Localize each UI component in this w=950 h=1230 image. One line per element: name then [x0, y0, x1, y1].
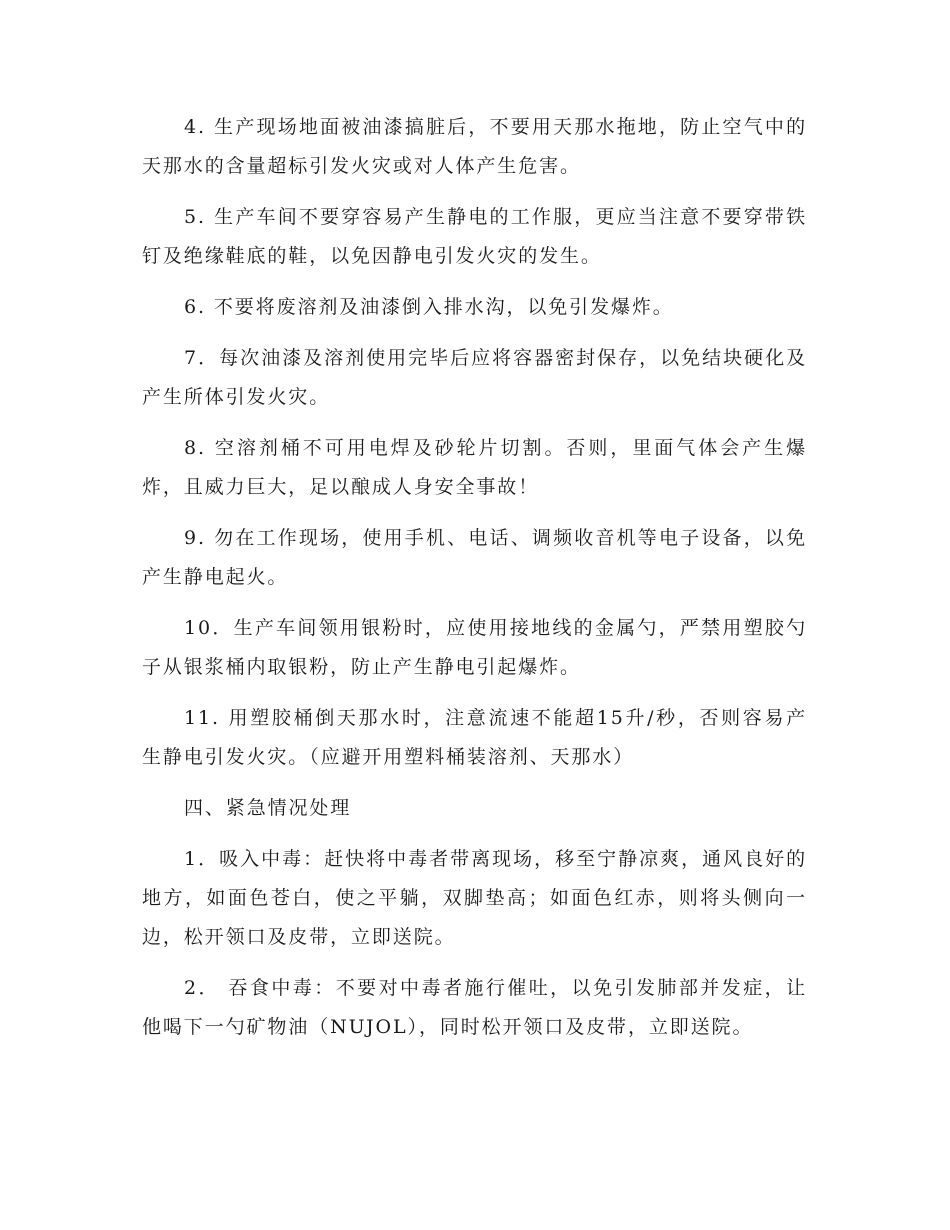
paragraph-inhalation-poisoning: 1．吸入中毒：赶快将中毒者带离现场，移至宁静凉爽，通风良好的地方，如面色苍白，使之平躺，双脚垫高；如面色红赤，则将头侧向一边，松开领口及皮带，立即送院。: [142, 848, 807, 948]
paragraph-item-9: 9. 勿在工作现场，使用手机、电话、调频收音机等电子设备，以免产生静电起火。: [142, 527, 807, 588]
paragraph-item-7: 7．每次油漆及溶剂使用完毕后应将容器密封保存，以免结块硬化及产生所体引发火灾。: [142, 347, 807, 408]
paragraph-item-6: 6. 不要将废溶剂及油漆倒入排水沟，以免引发爆炸。: [184, 296, 674, 318]
paragraph-item-5: 5. 生产车间不要穿容易产生静电的工作服，更应当注意不要穿带铁钉及绝缘鞋底的鞋，以免因静电引发火灾的发生。: [142, 206, 807, 267]
paragraph-item-8: 8. 空溶剂桶不可用电焊及砂轮片切割。否则，里面气体会产生爆炸，且威力巨大，足以酿成人身安全事故！: [142, 437, 807, 498]
section-heading-emergency: 四、紧急情况处理: [184, 797, 352, 819]
paragraph-item-11: 11. 用塑胶桶倒天那水时，注意流速不能超15升/秒，否则容易产生静电引发火灾。（应避开用塑料桶装溶剂、天那水）: [142, 707, 807, 768]
document-body: [142, 108, 807, 1059]
paragraph-item-4: 4. 生产现场地面被油漆搞脏后，不要用天那水拖地，防止空气中的天那水的含量超标引发火灾或对人体产生危害。: [142, 116, 807, 177]
paragraph-ingestion-poisoning: 2． 吞食中毒：不要对中毒者施行催吐，以免引发肺部并发症，让他喝下一勺矿物油（NUJOL），同时松开领口及皮带，立即送院。: [142, 977, 807, 1038]
paragraph-item-10: 10．生产车间领用银粉时，应使用接地线的金属勺，严禁用塑胶勺子从银浆桶内取银粉，防止产生静电引起爆炸。: [142, 617, 807, 678]
